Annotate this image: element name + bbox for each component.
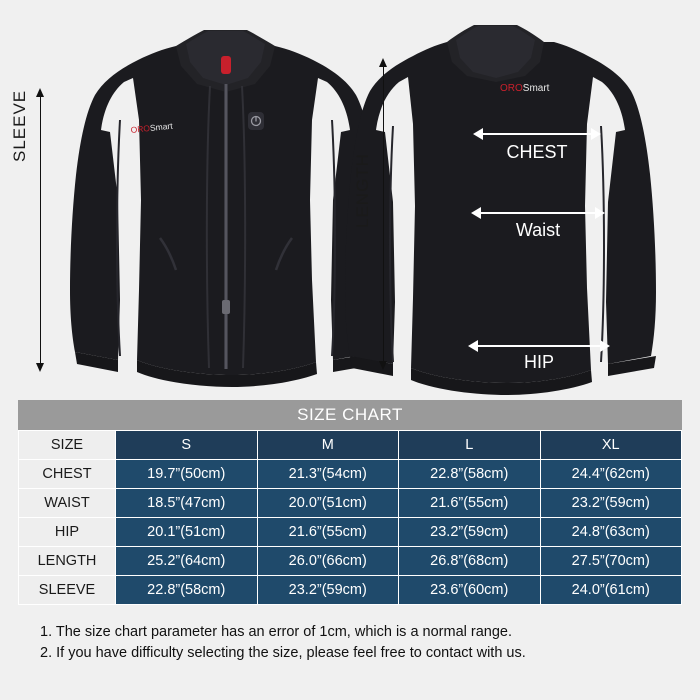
row-label-length: LENGTH <box>19 547 116 576</box>
cell-chest-xl: 24.4”(62cm) <box>540 460 682 489</box>
hip-measure-label: HIP <box>523 352 554 372</box>
cell-chest-m: 21.3”(54cm) <box>257 460 399 489</box>
column-header-s: S <box>116 431 258 460</box>
row-label-sleeve: SLEEVE <box>19 576 116 605</box>
column-header-size: SIZE <box>19 431 116 460</box>
cell-sleeve-m: 23.2”(59cm) <box>257 576 399 605</box>
cell-waist-s: 18.5”(47cm) <box>116 489 258 518</box>
table-header-row <box>19 431 682 460</box>
table-row <box>19 518 682 547</box>
cell-chest-l: 22.8”(58cm) <box>399 460 541 489</box>
column-header-xl: XL <box>540 431 682 460</box>
column-header-l: L <box>399 431 541 460</box>
cell-length-xl: 27.5”(70cm) <box>540 547 682 576</box>
table-row <box>19 547 682 576</box>
row-label-hip: HIP <box>19 518 116 547</box>
cell-hip-l: 23.2”(59cm) <box>399 518 541 547</box>
cell-hip-xl: 24.8”(63cm) <box>540 518 682 547</box>
front-jacket <box>70 30 381 387</box>
table-row <box>19 489 682 518</box>
table-row <box>19 576 682 605</box>
waist-measure-arrow <box>480 212 596 214</box>
waist-measure-label: Waist <box>515 220 561 240</box>
size-chart-table-wrap <box>18 400 682 605</box>
column-header-m: M <box>257 431 399 460</box>
sleeve-measure-label: SLEEVE <box>10 89 29 162</box>
cell-sleeve-xl: 24.0”(61cm) <box>540 576 682 605</box>
length-measure-arrow <box>383 66 384 362</box>
cell-hip-s: 20.1”(51cm) <box>116 518 258 547</box>
cell-sleeve-l: 23.6”(60cm) <box>399 576 541 605</box>
cell-waist-l: 21.6”(55cm) <box>399 489 541 518</box>
chest-measure-arrow <box>482 133 592 135</box>
cell-chest-s: 19.7”(50cm) <box>116 460 258 489</box>
cell-waist-m: 20.0”(51cm) <box>257 489 399 518</box>
cell-sleeve-s: 22.8”(58cm) <box>116 576 258 605</box>
length-measure-label: LENGTH <box>353 153 372 228</box>
row-label-waist: WAIST <box>19 489 116 518</box>
cell-length-l: 26.8”(68cm) <box>399 547 541 576</box>
sleeve-measure-arrow <box>40 96 41 364</box>
note-line-1: 1. The size chart parameter has an error of 1cm, which is a normal range. <box>40 624 513 640</box>
front-brand-logo: OROSmart <box>130 120 174 135</box>
chest-measure-label: CHEST <box>506 142 568 162</box>
note-line-2: 2. If you have difficulty selecting the size, please feel free to contact with us. <box>40 645 526 661</box>
back-brand-logo: OROSmart <box>500 83 550 94</box>
table-row <box>19 460 682 489</box>
size-chart-title: SIZE CHART <box>18 400 682 430</box>
row-label-chest: CHEST <box>19 460 116 489</box>
cell-waist-xl: 23.2”(59cm) <box>540 489 682 518</box>
hip-measure-arrow <box>477 345 601 347</box>
cell-length-s: 25.2”(64cm) <box>116 547 258 576</box>
cell-length-m: 26.0”(66cm) <box>257 547 399 576</box>
cell-hip-m: 21.6”(55cm) <box>257 518 399 547</box>
notes-block <box>40 622 670 664</box>
size-chart-table <box>18 430 682 605</box>
